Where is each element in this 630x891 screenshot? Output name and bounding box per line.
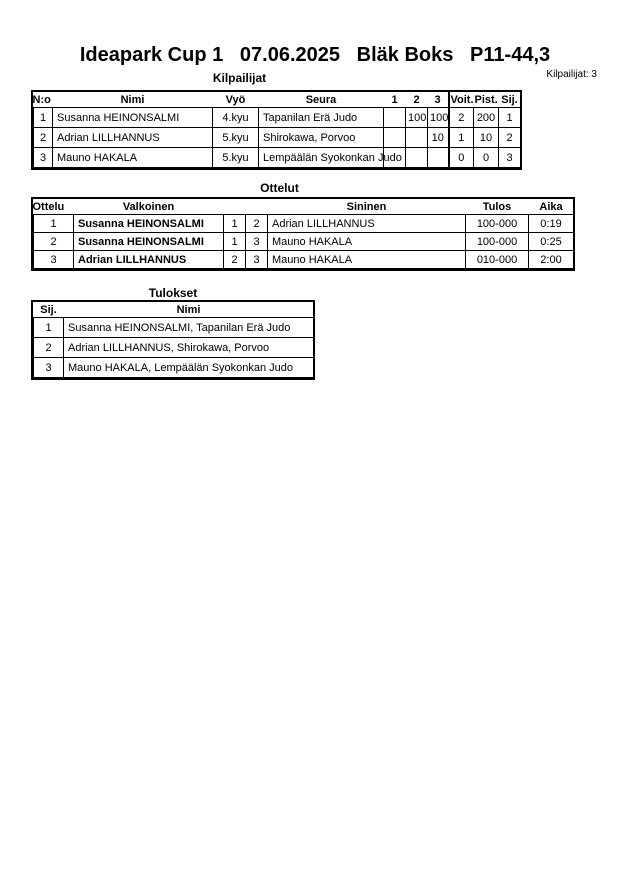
match-score: 010-000 — [466, 251, 529, 269]
placement: 3 — [499, 148, 521, 168]
match-number: 2 — [34, 233, 74, 251]
match-time: 2:00 — [529, 251, 574, 269]
col-header-vyo: Vyö — [213, 92, 259, 108]
col-header-no: N:o — [32, 93, 51, 106]
white-competitor: Susanna HEINONSALMI — [74, 233, 224, 251]
blue-competitor: Adrian LILLHANNUS — [268, 215, 466, 233]
col-header-match3: 3 — [428, 92, 449, 108]
result-row — [34, 338, 314, 358]
white-competitor-number: 1 — [224, 215, 246, 233]
white-competitor-number: 1 — [224, 233, 246, 251]
competitors-section-title: Kilpailijat — [212, 71, 267, 85]
col-header-blue-number — [246, 199, 268, 215]
competitors-table — [31, 90, 522, 170]
competitor-row — [34, 108, 521, 128]
blue-competitor: Mauno HAKALA — [268, 251, 466, 269]
col-header-voit: Voit. — [450, 93, 474, 106]
competitor-name: Mauno HAKALA — [53, 148, 213, 168]
competitor-name: Susanna HEINONSALMI — [53, 108, 213, 128]
col-header-valkoinen: Valkoinen — [74, 199, 224, 215]
competitors-header-row — [34, 92, 521, 108]
match3-points — [428, 148, 449, 168]
results-table — [31, 300, 315, 380]
match-time: 0:25 — [529, 233, 574, 251]
results-section-title: Tulokset — [148, 286, 198, 300]
col-header-nimi: Nimi — [64, 302, 314, 318]
match3-points: 10 — [428, 128, 449, 148]
result-placement: 1 — [34, 318, 64, 338]
match2-points — [406, 128, 428, 148]
match2-points: 100 — [406, 108, 428, 128]
match-score: 100-000 — [466, 233, 529, 251]
match-row — [34, 233, 574, 251]
match-number: 1 — [34, 215, 74, 233]
competitor-club: Tapanilan Erä Judo — [259, 108, 384, 128]
competitors-count: Kilpailijat: 3 — [546, 69, 597, 80]
col-header-seura: Seura — [259, 92, 384, 108]
col-header-white-number — [224, 199, 246, 215]
points: 200 — [474, 108, 499, 128]
col-header-sij: Sij. — [34, 302, 64, 318]
placement: 1 — [499, 108, 521, 128]
result-name-club: Adrian LILLHANNUS, Shirokawa, Porvoo — [64, 338, 314, 358]
blue-competitor-number: 3 — [246, 233, 268, 251]
matches-header-row — [34, 199, 574, 215]
blue-competitor-number: 2 — [246, 215, 268, 233]
result-row — [34, 358, 314, 378]
match-row — [34, 251, 574, 269]
col-header-ottelu: Ottelu — [34, 199, 74, 215]
wins: 1 — [449, 128, 474, 148]
white-competitor: Susanna HEINONSALMI — [74, 215, 224, 233]
col-header-match1: 1 — [384, 92, 406, 108]
white-competitor-number: 2 — [224, 251, 246, 269]
col-header-nimi: Nimi — [53, 92, 213, 108]
result-placement: 3 — [34, 358, 64, 378]
points: 0 — [474, 148, 499, 168]
match1-points — [384, 128, 406, 148]
match-time: 0:19 — [529, 215, 574, 233]
col-header-sij: Sij. — [499, 92, 521, 108]
points: 10 — [474, 128, 499, 148]
col-header-sininen: Sininen — [268, 199, 466, 215]
competitor-club: Lempäälän Syokonkan Judo — [259, 148, 384, 168]
competitor-club: Shirokawa, Porvoo — [259, 128, 384, 148]
col-header-pist: Pist. — [474, 93, 498, 106]
competitor-row — [34, 128, 521, 148]
wins: 2 — [449, 108, 474, 128]
blue-competitor: Mauno HAKALA — [268, 233, 466, 251]
match1-points — [384, 108, 406, 128]
result-row — [34, 318, 314, 338]
white-competitor: Adrian LILLHANNUS — [74, 251, 224, 269]
match-row — [34, 215, 574, 233]
col-header-tulos: Tulos — [466, 199, 529, 215]
competitor-name: Adrian LILLHANNUS — [53, 128, 213, 148]
matches-section-title: Ottelut — [260, 181, 299, 195]
placement: 2 — [499, 128, 521, 148]
match-number: 3 — [34, 251, 74, 269]
col-header-aika: Aika — [529, 199, 574, 215]
competitor-grade: 5.kyu — [213, 128, 259, 148]
match3-points: 100 — [428, 108, 449, 128]
competitor-number: 1 — [34, 108, 53, 128]
competitor-number: 2 — [34, 128, 53, 148]
result-name-club: Susanna HEINONSALMI, Tapanilan Erä Judo — [64, 318, 314, 338]
matches-table — [31, 197, 575, 271]
competitor-grade: 5.kyu — [213, 148, 259, 168]
competitor-row — [34, 148, 521, 168]
result-placement: 2 — [34, 338, 64, 358]
result-name-club: Mauno HAKALA, Lempäälän Syokonkan Judo — [64, 358, 314, 378]
competitor-grade: 4.kyu — [213, 108, 259, 128]
page-title: Ideapark Cup 1 07.06.2025 Bläk Boks P11-44,3 — [79, 44, 551, 66]
match-score: 100-000 — [466, 215, 529, 233]
results-header-row — [34, 302, 314, 318]
competitor-number: 3 — [34, 148, 53, 168]
col-header-match2: 2 — [406, 92, 428, 108]
wins: 0 — [449, 148, 474, 168]
match2-points — [406, 148, 428, 168]
blue-competitor-number: 3 — [246, 251, 268, 269]
